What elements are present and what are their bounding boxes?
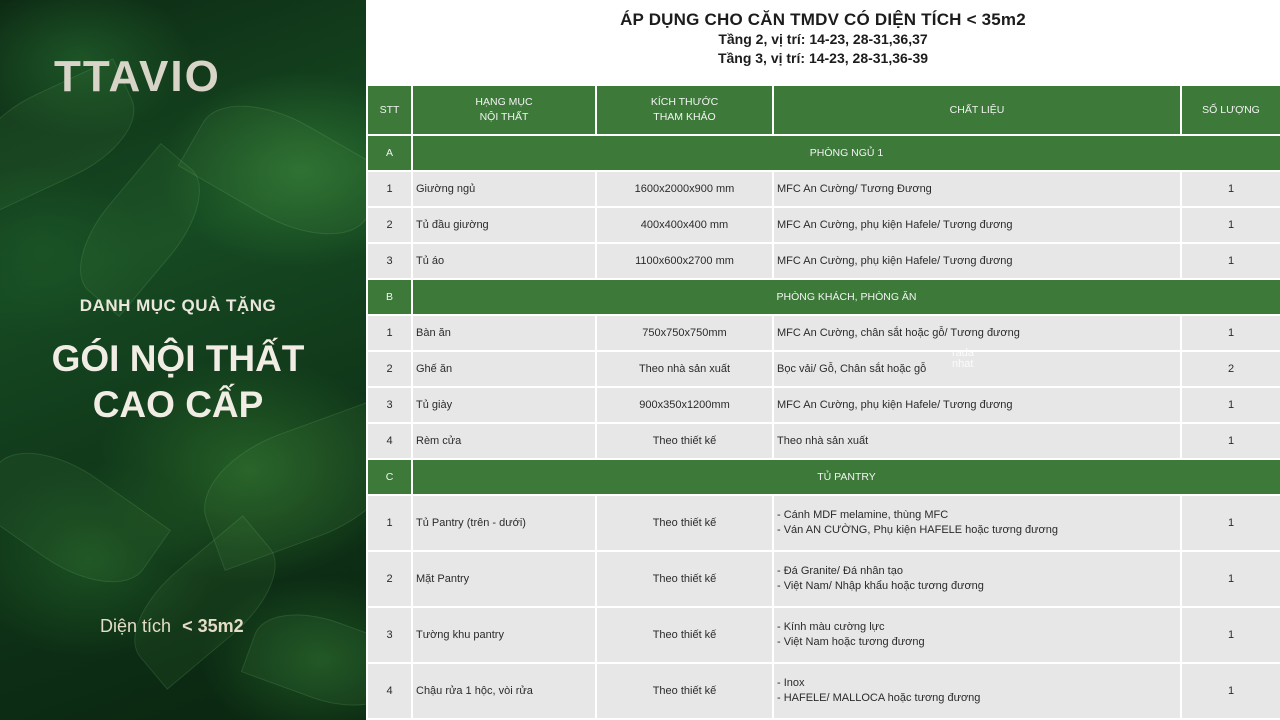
table-row: [367, 387, 1280, 423]
cell-size: 1600x2000x900 mm: [596, 171, 773, 207]
cell-size: 1100x600x2700 mm: [596, 243, 773, 279]
cell-material: [773, 607, 1181, 663]
col-header-size: [596, 85, 773, 135]
cell-qty: 1: [1181, 495, 1280, 551]
cell-item: Tủ giày: [412, 387, 596, 423]
section-title: TỦ PANTRY: [412, 459, 1280, 495]
col-header-qty: SỐ LƯỢNG: [1181, 85, 1280, 135]
leaf-decoration: [0, 427, 171, 608]
section-code: C: [367, 459, 412, 495]
specification-panel: [366, 0, 1280, 720]
table-body: [367, 135, 1280, 719]
material-line: - Cánh MDF melamine, thùng MFC: [777, 509, 949, 521]
cell-material: [773, 551, 1181, 607]
material-line: - Việt Nam/ Nhập khẩu hoặc tương đương: [777, 580, 984, 592]
cell-item: Tường khu pantry: [412, 607, 596, 663]
cell-item: Rèm cửa: [412, 423, 596, 459]
cell-qty: 1: [1181, 315, 1280, 351]
section-title: PHÒNG NGỦ 1: [412, 135, 1280, 171]
material-line: MFC An Cường, chân sắt hoặc gỗ/ Tương đương: [777, 326, 1020, 339]
cell-item: Chậu rửa 1 hộc, vòi rửa: [412, 663, 596, 719]
floor-2-positions: Tầng 2, vị trí: 14-23, 28-31,36,37: [718, 31, 928, 47]
material-line: Bọc vải/ Gỗ, Chân sắt hoặc gỗ: [777, 362, 927, 375]
table-row: [367, 315, 1280, 351]
table-row: [367, 495, 1280, 551]
cell-stt: 2: [367, 207, 412, 243]
cell-material: [773, 315, 1181, 351]
cell-item: Giường ngủ: [412, 171, 596, 207]
material-line: - Kính màu cường lực: [777, 621, 885, 633]
cell-material: [773, 243, 1181, 279]
cell-stt: 1: [367, 171, 412, 207]
material-line: - Inox: [777, 677, 805, 689]
col-header-item: [412, 85, 596, 135]
material-line: - HAFELE/ MALLOCA hoặc tương đương: [777, 692, 981, 704]
table-row: [367, 607, 1280, 663]
cell-qty: 1: [1181, 551, 1280, 607]
cell-item: Tủ đầu giường: [412, 207, 596, 243]
material-line: MFC An Cường, phụ kiện Hafele/ Tương đương: [777, 218, 1013, 231]
cell-stt: 1: [367, 495, 412, 551]
material-line: MFC An Cường/ Tương Đương: [777, 182, 932, 195]
area-label: Diện tích: [100, 616, 172, 636]
leaf-decoration: [178, 79, 366, 261]
cell-stt: 2: [367, 551, 412, 607]
material-line: - Việt Nam hoặc tương đương: [777, 636, 925, 648]
cell-material: [773, 423, 1181, 459]
cell-size: Theo thiết kế: [596, 495, 773, 551]
cell-material: [773, 351, 1181, 387]
cell-stt: 4: [367, 423, 412, 459]
cell-qty: 1: [1181, 423, 1280, 459]
cell-stt: 1: [367, 315, 412, 351]
spec-title: ÁP DỤNG CHO CĂN TMDV CÓ DIỆN TÍCH < 35m2: [620, 10, 1026, 29]
cell-size: 750x750x750mm: [596, 315, 773, 351]
cell-item: Mặt Pantry: [412, 551, 596, 607]
cell-size: Theo thiết kế: [596, 551, 773, 607]
cell-size: Theo thiết kế: [596, 423, 773, 459]
floor-3-positions: Tầng 3, vị trí: 14-23, 28-31,36-39: [717, 50, 929, 66]
col-header-size-line1: KÍCH THƯỚC: [650, 96, 719, 108]
headline-line-1: GÓI NỘI THẤT: [51, 338, 305, 379]
col-header-stt: STT: [367, 85, 412, 135]
spec-header: [366, 0, 1280, 84]
cell-item: Bàn ăn: [412, 315, 596, 351]
cell-qty: 1: [1181, 607, 1280, 663]
cell-qty: 1: [1181, 207, 1280, 243]
headline-line-2: CAO CẤP: [92, 384, 264, 425]
material-line: Theo nhà sản xuất: [777, 434, 869, 447]
cell-material: [773, 207, 1181, 243]
cell-qty: 2: [1181, 351, 1280, 387]
cell-qty: 1: [1181, 171, 1280, 207]
cell-size: 400x400x400 mm: [596, 207, 773, 243]
cell-material: [773, 387, 1181, 423]
table-row: [367, 243, 1280, 279]
cell-item: Tủ Pantry (trên - dưới): [412, 495, 596, 551]
material-line: MFC An Cường, phụ kiện Hafele/ Tương đương: [777, 254, 1013, 267]
cell-stt: 3: [367, 243, 412, 279]
cell-item: Tủ áo: [412, 243, 596, 279]
section-title: PHÒNG KHÁCH, PHÒNG ĂN: [412, 279, 1280, 315]
cell-item: Ghế ăn: [412, 351, 596, 387]
watermark: [952, 348, 974, 370]
cell-size: 900x350x1200mm: [596, 387, 773, 423]
material-line: MFC An Cường, phụ kiện Hafele/ Tương đương: [777, 398, 1013, 411]
cell-material: [773, 171, 1181, 207]
section-code: A: [367, 135, 412, 171]
cell-size: Theo nhà sản xuất: [596, 351, 773, 387]
watermark-line-1: rada: [952, 347, 975, 359]
col-header-material: CHẤT LIỆU: [773, 85, 1181, 135]
section-code: B: [367, 279, 412, 315]
section-row: [367, 135, 1280, 171]
cell-stt: 3: [367, 387, 412, 423]
furniture-spec-table: [366, 84, 1280, 720]
table-row: [367, 171, 1280, 207]
material-line: - Đá Granite/ Đá nhân tạo: [777, 565, 903, 577]
cell-qty: 1: [1181, 387, 1280, 423]
gift-catalog-label: DANH MỤC QUÀ TẶNG: [79, 296, 277, 315]
cell-stt: 2: [367, 351, 412, 387]
material-line: - Ván AN CƯỜNG, Phụ kiện HAFELE hoặc tương đương: [777, 524, 1058, 536]
cell-size: Theo thiết kế: [596, 663, 773, 719]
cell-material: [773, 495, 1181, 551]
table-row: [367, 207, 1280, 243]
col-header-item-line2: NỘI THẤT: [479, 111, 529, 123]
cell-size: Theo thiết kế: [596, 607, 773, 663]
table-row: [367, 423, 1280, 459]
leaf-decoration: [241, 597, 366, 720]
table-row: [367, 351, 1280, 387]
brand-logo: TTAVIO: [54, 52, 221, 101]
cell-material: [773, 663, 1181, 719]
cell-stt: 3: [367, 607, 412, 663]
cell-stt: 4: [367, 663, 412, 719]
col-header-size-line2: THAM KHẢO: [653, 111, 716, 123]
cell-qty: 1: [1181, 243, 1280, 279]
watermark-line-2: nhat: [952, 358, 974, 370]
cell-qty: 1: [1181, 663, 1280, 719]
promo-panel: [0, 0, 366, 720]
table-header-row: [367, 85, 1280, 135]
section-row: [367, 459, 1280, 495]
table-row: [367, 663, 1280, 719]
area-line: [100, 616, 244, 637]
col-header-item-line1: HẠNG MỤC: [475, 96, 533, 108]
section-row: [367, 279, 1280, 315]
table-row: [367, 551, 1280, 607]
area-value: < 35m2: [182, 616, 244, 636]
